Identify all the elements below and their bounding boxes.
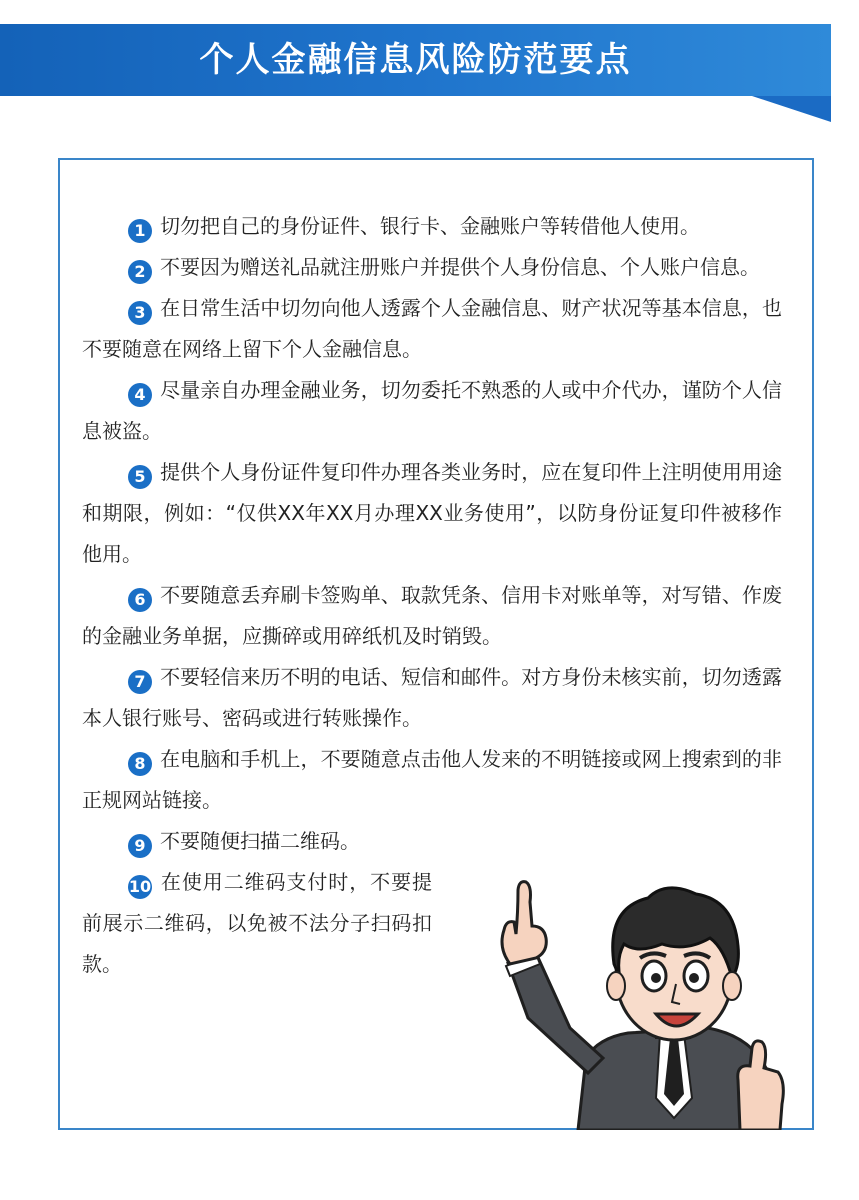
number-badge-3: 3 bbox=[128, 301, 152, 325]
tip-item-10 bbox=[82, 862, 432, 985]
number-badge-7: 7 bbox=[128, 670, 152, 694]
tip-text-8: 在电脑和手机上，不要随意点击他人发来的不明链接或网上搜索到的非正规网站链接。 bbox=[82, 747, 782, 812]
businessman-illustration bbox=[488, 868, 788, 1130]
tip-text-10: 在使用二维码支付时，不要提前展示二维码，以免被不法分子扫码扣款。 bbox=[82, 870, 432, 976]
tip-text-4: 尽量亲自办理金融业务，切勿委托不熟悉的人或中介代办，谨防个人信息被盗。 bbox=[82, 378, 782, 443]
number-badge-1: 1 bbox=[128, 219, 152, 243]
tip-item-1 bbox=[82, 206, 782, 247]
page-title: 个人金融信息风险防范要点 bbox=[199, 40, 632, 80]
tip-item-7 bbox=[82, 657, 782, 739]
tip-item-8 bbox=[82, 739, 782, 821]
tip-text-9: 不要随便扫描二维码。 bbox=[160, 829, 360, 853]
tip-item-2 bbox=[82, 247, 782, 288]
tip-item-5 bbox=[82, 452, 782, 575]
number-badge-10: 10 bbox=[128, 875, 152, 899]
number-badge-9: 9 bbox=[128, 834, 152, 858]
tip-text-7: 不要轻信来历不明的电话、短信和邮件。对方身份未核实前，切勿透露本人银行账号、密码或进行转账操作。 bbox=[82, 665, 782, 730]
tip-item-3 bbox=[82, 288, 782, 370]
tip-text-5: 提供个人身份证件复印件办理各类业务时，应在复印件上注明使用用途和期限，例如：“仅供XX年XX月办理XX业务使用”，以防身份证复印件被移作他用。 bbox=[82, 460, 782, 566]
number-badge-4: 4 bbox=[128, 383, 152, 407]
tip-item-6 bbox=[82, 575, 782, 657]
number-badge-8: 8 bbox=[128, 752, 152, 776]
tip-text-1: 切勿把自己的身份证件、银行卡、金融账户等转借他人使用。 bbox=[160, 214, 700, 238]
tip-text-6: 不要随意丢弃刷卡签购单、取款凭条、信用卡对账单等，对写错、作废的金融业务单据，应撕碎或用碎纸机及时销毁。 bbox=[82, 583, 782, 648]
tip-item-9 bbox=[82, 821, 432, 862]
tip-item-4 bbox=[82, 370, 782, 452]
number-badge-5: 5 bbox=[128, 465, 152, 489]
tip-text-3: 在日常生活中切勿向他人透露个人金融信息、财产状况等基本信息，也不要随意在网络上留下个人金融信息。 bbox=[82, 296, 782, 361]
number-badge-6: 6 bbox=[128, 588, 152, 612]
tip-text-2: 不要因为赠送礼品就注册账户并提供个人身份信息、个人账户信息。 bbox=[160, 255, 760, 279]
banner-tail-decoration bbox=[752, 96, 831, 122]
title-banner bbox=[0, 24, 831, 96]
number-badge-2: 2 bbox=[128, 260, 152, 284]
